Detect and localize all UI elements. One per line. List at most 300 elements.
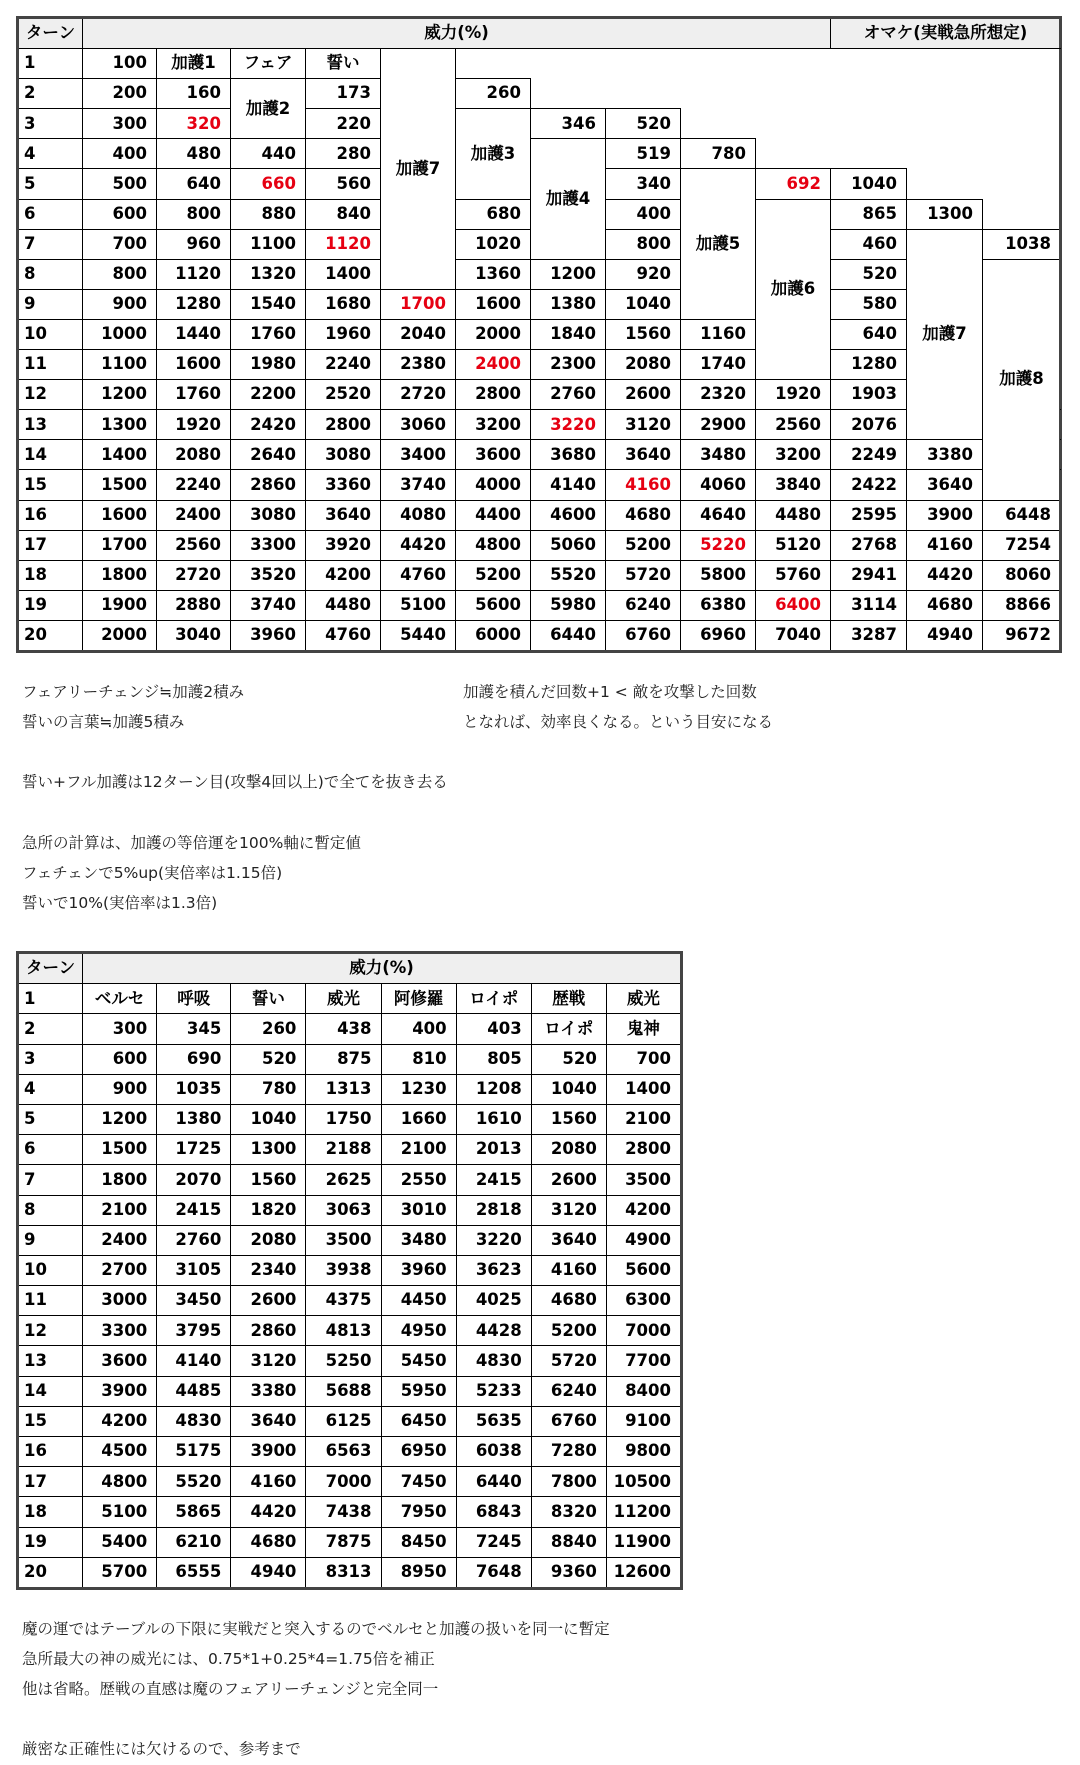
value-cell: 1560	[531, 1104, 606, 1134]
turn-cell: 20	[18, 620, 83, 651]
value-cell: 3450	[157, 1286, 231, 1316]
value-cell: 3640	[531, 1225, 606, 1255]
turn-cell: 4	[18, 1074, 83, 1104]
base-value-cell: 1100	[83, 350, 157, 380]
value-cell: 1035	[157, 1074, 231, 1104]
value-cell: 520	[231, 1044, 306, 1074]
value-cell-k2: 3520	[231, 560, 306, 590]
value-cell: 403	[456, 1014, 531, 1044]
value-cell-k7: 2080	[606, 350, 681, 380]
value-cell: 300	[83, 1014, 157, 1044]
value-cell: 4200	[606, 1195, 681, 1225]
value-cell: 5400	[83, 1527, 157, 1557]
turn-cell: 17	[18, 530, 83, 560]
power-header: 威力(%)	[83, 953, 682, 984]
value-cell-k1: 1920	[157, 410, 231, 440]
base-value-cell: 700	[83, 229, 157, 259]
value-cell: 805	[456, 1044, 531, 1074]
value-cell-k5: 2800	[456, 380, 531, 410]
value-cell-k7: 1560	[606, 319, 681, 349]
value-cell: 3900	[231, 1437, 306, 1467]
value-cell-k1: 2880	[157, 590, 231, 620]
value-cell: 1725	[157, 1135, 231, 1165]
turn-cell: 14	[18, 440, 83, 470]
value-cell-k6: 2760	[531, 380, 606, 410]
value-cell-k8: 580	[831, 289, 907, 319]
value-cell: 2188	[306, 1135, 381, 1165]
value-cell: 3900	[83, 1376, 157, 1406]
turn-cell: 2	[18, 79, 83, 109]
turn-cell: 1	[18, 49, 83, 79]
value-cell: 5100	[83, 1497, 157, 1527]
power-table-main	[16, 16, 1062, 653]
value-cell-k1: 480	[157, 139, 231, 169]
turn-cell: 10	[18, 319, 83, 349]
value-cell-fair: 2422	[831, 470, 907, 500]
value-cell: 3500	[606, 1165, 681, 1195]
value-cell: 810	[381, 1044, 456, 1074]
column-label-fair: フェア	[231, 49, 306, 79]
value-cell: 2080	[531, 1135, 606, 1165]
value-cell: 6440	[456, 1467, 531, 1497]
value-cell-k7-bonus: 7254	[983, 530, 1061, 560]
column-label-k5: 加護5	[681, 169, 756, 319]
column-sublabel: ロイポ	[531, 1014, 606, 1044]
value-cell-k2: 1540	[231, 289, 306, 319]
value-cell: 3500	[306, 1225, 381, 1255]
value-cell: 2100	[83, 1195, 157, 1225]
value-cell-vow: 4680	[907, 590, 983, 620]
value-cell-k1: 1120	[157, 259, 231, 289]
value-cell: 4940	[231, 1557, 306, 1588]
value-cell: 3063	[306, 1195, 381, 1225]
value-cell: 2700	[83, 1255, 157, 1285]
value-cell: 7438	[306, 1497, 381, 1527]
value-cell-k5: 4400	[456, 500, 531, 530]
value-cell: 11900	[606, 1527, 681, 1557]
value-cell-k3: 4200	[306, 560, 381, 590]
column-label: ベルセ	[83, 984, 157, 1014]
value-cell: 3010	[381, 1195, 456, 1225]
value-cell-k6: 5060	[531, 530, 606, 560]
value-cell: 3623	[456, 1255, 531, 1285]
value-cell-k4: 2720	[381, 380, 456, 410]
value-cell: 7280	[531, 1437, 606, 1467]
power-header: 威力(%)	[83, 18, 831, 49]
value-cell-k1: 960	[157, 229, 231, 259]
turn-cell: 3	[18, 109, 83, 139]
turn-cell: 14	[18, 1376, 83, 1406]
value-cell-k3: 4760	[306, 620, 381, 651]
value-cell-k4: 2380	[381, 350, 456, 380]
value-cell: 4420	[231, 1497, 306, 1527]
value-cell: 1200	[83, 1104, 157, 1134]
value-cell: 2415	[157, 1195, 231, 1225]
value-cell: 5700	[83, 1557, 157, 1588]
value-cell-fair: 3114	[831, 590, 907, 620]
value-cell: 6555	[157, 1557, 231, 1588]
value-cell: 780	[231, 1074, 306, 1104]
turn-cell: 12	[18, 1316, 83, 1346]
value-cell: 1208	[456, 1074, 531, 1104]
value-cell: 345	[157, 1014, 231, 1044]
value-cell: 3380	[231, 1376, 306, 1406]
value-cell-k4: 4080	[381, 500, 456, 530]
base-value-cell: 1500	[83, 470, 157, 500]
value-cell-k7: 6760	[606, 620, 681, 651]
turn-cell: 3	[18, 1044, 83, 1074]
value-cell: 1300	[231, 1135, 306, 1165]
value-cell-k8: 5800	[681, 560, 756, 590]
value-cell-k6: 1380	[531, 289, 606, 319]
note-divine-glory: 急所最大の神の威光には、0.75*1+0.25*4=1.75倍を補正	[22, 1650, 435, 1668]
value-cell-fair: 2768	[831, 530, 907, 560]
value-cell-k7-bonus: 9672	[983, 620, 1061, 651]
turn-cell: 16	[18, 500, 83, 530]
value-cell-k2: 880	[231, 199, 306, 229]
turn-cell: 9	[18, 289, 83, 319]
value-cell-k5: 2400	[456, 350, 531, 380]
value-cell-k3: 3360	[306, 470, 381, 500]
value-cell: 1230	[381, 1074, 456, 1104]
value-cell: 2600	[531, 1165, 606, 1195]
value-cell: 8840	[531, 1527, 606, 1557]
value-cell-vow: 4160	[907, 530, 983, 560]
turn-cell: 16	[18, 1437, 83, 1467]
value-cell-k4: 3740	[381, 470, 456, 500]
value-cell-k8: 2900	[681, 410, 756, 440]
turn-cell: 2	[18, 1014, 83, 1044]
value-cell-fair: 3287	[831, 620, 907, 651]
value-cell: 5250	[306, 1346, 381, 1376]
value-cell: 4160	[231, 1467, 306, 1497]
value-cell-k1: 1440	[157, 319, 231, 349]
value-cell: 8950	[381, 1557, 456, 1588]
value-cell: 6760	[531, 1406, 606, 1436]
note-vow: 誓いの言葉≒加護5積み	[22, 713, 185, 731]
value-cell: 2860	[231, 1316, 306, 1346]
value-cell-k9: 4480	[756, 500, 831, 530]
column-label: ロイポ	[456, 984, 531, 1014]
column-label-k4: 加護4	[531, 139, 606, 259]
value-cell-k7: 4680	[606, 500, 681, 530]
value-cell: 1400	[606, 1074, 681, 1104]
value-cell-k7: 5720	[606, 560, 681, 590]
value-cell: 520	[531, 1044, 606, 1074]
value-cell: 4025	[456, 1286, 531, 1316]
value-cell-k3: 3640	[306, 500, 381, 530]
value-cell: 4950	[381, 1316, 456, 1346]
turn-header: ターン	[18, 18, 83, 49]
value-cell: 3300	[83, 1316, 157, 1346]
value-cell-k9: 1920	[756, 380, 831, 410]
value-cell-k3: 1680	[306, 289, 381, 319]
value-cell-k2: 3960	[231, 620, 306, 651]
note-full-blessing: 誓い+フル加護は12ターン目(攻撃4回以上)で全てを抜き去る	[22, 773, 448, 791]
value-cell-fair: 519	[606, 139, 681, 169]
value-cell-k8: 6380	[681, 590, 756, 620]
value-cell: 4830	[456, 1346, 531, 1376]
value-cell-k1: 1600	[157, 350, 231, 380]
value-cell-k5: 3600	[456, 440, 531, 470]
value-cell-k2: 3300	[231, 530, 306, 560]
value-cell: 2400	[83, 1225, 157, 1255]
value-cell-k8: 4640	[681, 500, 756, 530]
value-cell-fair: 865	[831, 199, 907, 229]
note-disclaimer: 厳密な正確性には欠けるので、参考まで	[22, 1740, 301, 1758]
value-cell: 7000	[306, 1467, 381, 1497]
value-cell-k1: 2080	[157, 440, 231, 470]
value-cell-k9: 6400	[756, 590, 831, 620]
value-cell-k1: 3040	[157, 620, 231, 651]
value-cell: 1820	[231, 1195, 306, 1225]
value-cell: 1040	[231, 1104, 306, 1134]
value-cell: 2013	[456, 1135, 531, 1165]
value-cell: 4140	[157, 1346, 231, 1376]
column-label: 誓い	[231, 984, 306, 1014]
value-cell: 12600	[606, 1557, 681, 1588]
turn-cell: 12	[18, 380, 83, 410]
value-cell: 5688	[306, 1376, 381, 1406]
value-cell: 4900	[606, 1225, 681, 1255]
turn-cell: 13	[18, 1346, 83, 1376]
value-cell: 6300	[606, 1286, 681, 1316]
value-cell: 1800	[83, 1165, 157, 1195]
column-label-k7: 加護7	[907, 229, 983, 440]
value-cell: 4680	[531, 1286, 606, 1316]
value-cell-k7: 5200	[606, 530, 681, 560]
value-cell: 2760	[157, 1225, 231, 1255]
note-magic-luck: 魔の運ではテーブルの下限に実戦だと突入するのでベルセと加護の扱いを同一に暫定	[22, 1620, 610, 1638]
value-cell-k6: 460	[831, 229, 907, 259]
value-cell-k4: 680	[456, 199, 531, 229]
value-cell: 5635	[456, 1406, 531, 1436]
turn-cell: 11	[18, 350, 83, 380]
value-cell: 8320	[531, 1497, 606, 1527]
value-cell: 1040	[531, 1074, 606, 1104]
value-cell-vow: 260	[456, 79, 531, 109]
base-value-cell: 2000	[83, 620, 157, 651]
value-cell-k7-bonus: 8060	[983, 560, 1061, 590]
turn-cell: 19	[18, 1527, 83, 1557]
turn-cell: 19	[18, 590, 83, 620]
value-cell: 3105	[157, 1255, 231, 1285]
base-value-cell: 1400	[83, 440, 157, 470]
value-cell-k5: 5600	[456, 590, 531, 620]
value-cell: 3220	[456, 1225, 531, 1255]
value-cell-k8: 6960	[681, 620, 756, 651]
turn-cell: 1	[18, 984, 83, 1014]
value-cell: 4428	[456, 1316, 531, 1346]
value-cell-k9: 640	[831, 319, 907, 349]
value-cell-k4: 4760	[381, 560, 456, 590]
turn-cell: 7	[18, 1165, 83, 1195]
value-cell: 4800	[83, 1467, 157, 1497]
value-cell: 2415	[456, 1165, 531, 1195]
note-veteran: 他は省略。歴戦の直感は魔のフェアリーチェンジと完全同一	[22, 1680, 439, 1698]
value-cell: 7450	[381, 1467, 456, 1497]
value-cell-k2: 1100	[231, 229, 306, 259]
value-cell: 9100	[606, 1406, 681, 1436]
value-cell-fair: 2249	[831, 440, 907, 470]
value-cell: 2800	[606, 1135, 681, 1165]
note-efficiency-rule: 加護を積んだ回数+1 < 敵を攻撃した回数	[463, 683, 757, 701]
value-cell: 6240	[531, 1376, 606, 1406]
value-cell-fair: 2941	[831, 560, 907, 590]
turn-cell: 6	[18, 199, 83, 229]
value-cell: 5450	[381, 1346, 456, 1376]
turn-cell: 6	[18, 1135, 83, 1165]
turn-cell: 5	[18, 1104, 83, 1134]
value-cell-k2: 1980	[231, 350, 306, 380]
bonus-header: オマケ(実戦急所想定)	[831, 18, 1061, 49]
value-cell-k2: 3080	[231, 500, 306, 530]
value-cell: 600	[83, 1044, 157, 1074]
value-cell: 4485	[157, 1376, 231, 1406]
value-cell-k2: 660	[231, 169, 306, 199]
turn-cell: 17	[18, 1467, 83, 1497]
value-cell-k5: 400	[606, 199, 681, 229]
turn-cell: 15	[18, 470, 83, 500]
value-cell: 4500	[83, 1437, 157, 1467]
value-cell: 4375	[306, 1286, 381, 1316]
value-cell: 5175	[157, 1437, 231, 1467]
turn-cell: 13	[18, 410, 83, 440]
value-cell: 5520	[157, 1467, 231, 1497]
value-cell: 6843	[456, 1497, 531, 1527]
value-cell-k4: 5100	[381, 590, 456, 620]
value-cell: 5200	[531, 1316, 606, 1346]
value-cell: 6210	[157, 1527, 231, 1557]
value-cell: 6125	[306, 1406, 381, 1436]
value-cell-k3: 3920	[306, 530, 381, 560]
value-cell-k4: 4420	[381, 530, 456, 560]
note-vow-rate: 誓いで10%(実倍率は1.3倍)	[22, 894, 218, 912]
base-value-cell: 600	[83, 199, 157, 229]
value-cell-k7-bonus: 6448	[983, 500, 1061, 530]
value-cell-k5: 1600	[456, 289, 531, 319]
value-cell: 10500	[606, 1467, 681, 1497]
value-cell: 4200	[83, 1406, 157, 1436]
value-cell: 8450	[381, 1527, 456, 1557]
value-cell-k6: 5520	[531, 560, 606, 590]
value-cell-vow: 780	[681, 139, 756, 169]
value-cell-k9: 7040	[756, 620, 831, 651]
note-fechen: フェチェンで5%up(実倍率は1.15倍)	[22, 864, 283, 882]
value-cell-k2: 2640	[231, 440, 306, 470]
value-cell-k6: 3220	[531, 410, 606, 440]
value-cell-k7: 3120	[606, 410, 681, 440]
value-cell-k9: 3200	[756, 440, 831, 470]
value-cell-k2: 2420	[231, 410, 306, 440]
value-cell-k8: 5220	[681, 530, 756, 560]
value-cell: 2070	[157, 1165, 231, 1195]
value-cell-fair: 2076	[831, 410, 907, 440]
value-cell-k8: 2320	[681, 380, 756, 410]
value-cell-k5: 3200	[456, 410, 531, 440]
value-cell: 6950	[381, 1437, 456, 1467]
column-label-k3: 加護3	[456, 109, 531, 199]
turn-cell: 9	[18, 1225, 83, 1255]
value-cell: 3600	[83, 1346, 157, 1376]
value-cell-fair: 173	[306, 79, 381, 109]
base-value-cell: 200	[83, 79, 157, 109]
value-cell: 2100	[606, 1104, 681, 1134]
value-cell: 7875	[306, 1527, 381, 1557]
column-label: 歴戦	[531, 984, 606, 1014]
base-value-cell: 1700	[83, 530, 157, 560]
value-cell: 6450	[381, 1406, 456, 1436]
turn-header: ターン	[18, 953, 83, 984]
value-cell-k5: 800	[606, 229, 681, 259]
turn-cell: 15	[18, 1406, 83, 1436]
value-cell: 7648	[456, 1557, 531, 1588]
value-cell: 8400	[606, 1376, 681, 1406]
value-cell-k1: 1280	[157, 289, 231, 319]
value-cell: 6563	[306, 1437, 381, 1467]
value-cell-k1: 640	[157, 169, 231, 199]
value-cell: 3960	[381, 1255, 456, 1285]
value-cell: 1380	[157, 1104, 231, 1134]
note-crit-calc: 急所の計算は、加護の等倍運を100%軸に暫定値	[22, 834, 361, 852]
value-cell: 8313	[306, 1557, 381, 1588]
turn-cell: 5	[18, 169, 83, 199]
value-cell-k3: 3080	[306, 440, 381, 470]
value-cell-fair: 2595	[831, 500, 907, 530]
value-cell: 7800	[531, 1467, 606, 1497]
value-cell-k9: 3840	[756, 470, 831, 500]
value-cell: 2818	[456, 1195, 531, 1225]
value-cell-k9: 2560	[756, 410, 831, 440]
base-value-cell: 1200	[83, 380, 157, 410]
value-cell-k6: 4140	[531, 470, 606, 500]
value-cell-fair: 1038	[983, 229, 1061, 259]
value-cell-k3: 2240	[306, 350, 381, 380]
value-cell: 3480	[381, 1225, 456, 1255]
value-cell-k4: 1020	[456, 229, 531, 259]
value-cell: 3640	[231, 1406, 306, 1436]
value-cell-k4: 3060	[381, 410, 456, 440]
value-cell-k5: 4800	[456, 530, 531, 560]
value-cell-k3: 560	[306, 169, 381, 199]
value-cell: 5233	[456, 1376, 531, 1406]
value-cell: 3000	[83, 1286, 157, 1316]
value-cell-vow: 520	[606, 109, 681, 139]
value-cell: 4450	[381, 1286, 456, 1316]
value-cell: 4830	[157, 1406, 231, 1436]
value-cell-k6: 6440	[531, 620, 606, 651]
column-label-k2: 加護2	[231, 79, 306, 139]
value-cell-k4: 340	[606, 169, 681, 199]
value-cell: 1560	[231, 1165, 306, 1195]
value-cell-vow: 3380	[907, 440, 983, 470]
value-cell-k6: 4600	[531, 500, 606, 530]
column-label: 阿修羅	[381, 984, 456, 1014]
value-cell-k5: 6000	[456, 620, 531, 651]
base-value-cell: 300	[83, 109, 157, 139]
value-cell: 7950	[381, 1497, 456, 1527]
value-cell: 9360	[531, 1557, 606, 1588]
value-cell-k6: 5980	[531, 590, 606, 620]
value-cell: 4813	[306, 1316, 381, 1346]
value-cell-k3: 1960	[306, 319, 381, 349]
value-cell: 5720	[531, 1346, 606, 1376]
column-label-k7-bonus: 加護7	[381, 49, 456, 290]
value-cell: 3795	[157, 1316, 231, 1346]
value-cell-k3: 280	[306, 139, 381, 169]
value-cell-fair: 346	[531, 109, 606, 139]
column-sublabel: 鬼神	[606, 1014, 681, 1044]
